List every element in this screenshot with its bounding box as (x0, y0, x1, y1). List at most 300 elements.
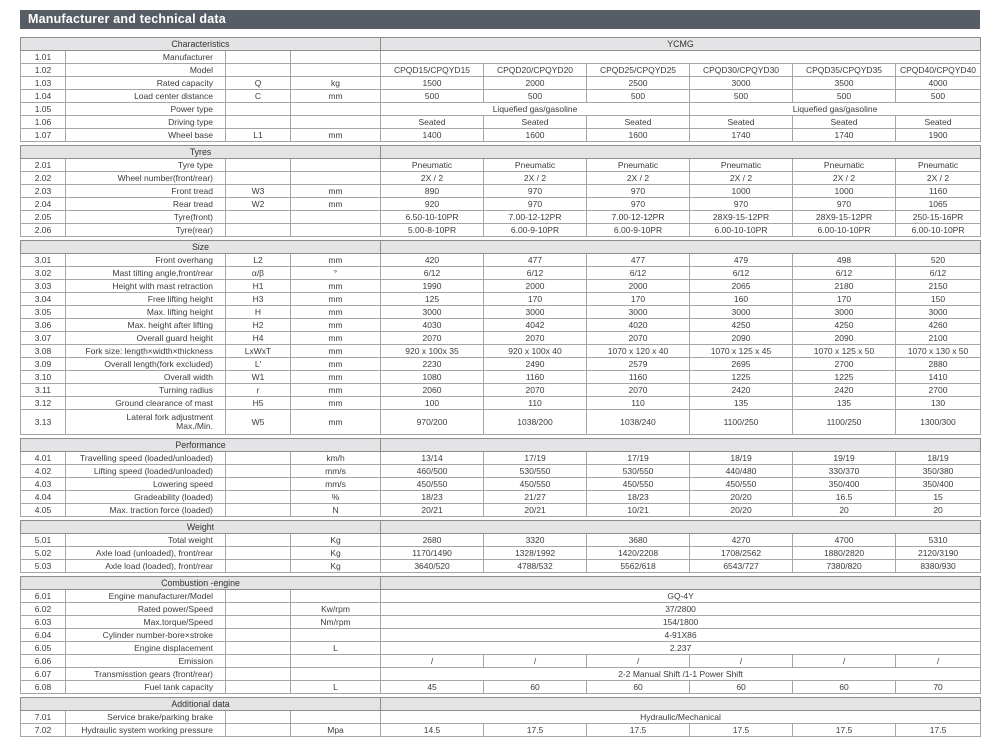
table-row (21, 668, 981, 681)
cell-value: 2X / 2 (690, 172, 793, 185)
cell-value: 2X / 2 (896, 172, 981, 185)
cell-value: / (484, 655, 587, 668)
cell-value: 920 (381, 198, 484, 211)
table-row (21, 711, 981, 724)
row-num: 2.06 (21, 224, 66, 237)
cell-value: 479 (690, 254, 793, 267)
row-unit (291, 64, 381, 77)
row-symbol (226, 655, 291, 668)
row-symbol (226, 64, 291, 77)
row-label: Max. traction force (loaded) (66, 504, 226, 517)
row-num: 3.01 (21, 254, 66, 267)
table-row (21, 116, 981, 129)
cell-value: 350/380 (896, 465, 981, 478)
row-symbol (226, 51, 291, 64)
row-unit (291, 116, 381, 129)
section-brand: YCMG (381, 38, 981, 51)
cell-value: 1070 x 125 x 50 (793, 345, 896, 358)
row-label: Height with mast retraction (66, 280, 226, 293)
cell-value: 1038/200 (484, 410, 587, 435)
row-unit: L (291, 681, 381, 694)
cell-value: 500 (381, 90, 484, 103)
row-label: Gradeability (loaded) (66, 491, 226, 504)
cell-value: 17.5 (587, 724, 690, 737)
cell-value: 2680 (381, 534, 484, 547)
table-row (21, 358, 981, 371)
cell-value: 15 (896, 491, 981, 504)
row-unit: mm/s (291, 465, 381, 478)
row-num: 4.05 (21, 504, 66, 517)
row-unit: mm (291, 332, 381, 345)
row-symbol (226, 478, 291, 491)
cell-value: / (896, 655, 981, 668)
row-symbol: LxWxT (226, 345, 291, 358)
cell-value: 2090 (690, 332, 793, 345)
cell-value: 1600 (484, 129, 587, 142)
row-num: 6.04 (21, 629, 66, 642)
section-table-engine (20, 576, 981, 694)
cell-value: 1708/2562 (690, 547, 793, 560)
cell-value: 970 (587, 185, 690, 198)
cell-value: 440/480 (690, 465, 793, 478)
row-unit: N (291, 504, 381, 517)
page-title: Manufacturer and technical data (28, 12, 226, 26)
cell-value: 6/12 (896, 267, 981, 280)
cell-value: 6.00-10-10PR (690, 224, 793, 237)
section-band (21, 146, 981, 159)
cell-value: 450/550 (690, 478, 793, 491)
cell-value: 19/19 (793, 452, 896, 465)
cell-value: 2500 (587, 77, 690, 90)
cell-value: 2065 (690, 280, 793, 293)
row-symbol (226, 504, 291, 517)
row-unit: mm (291, 293, 381, 306)
row-label: Front overhang (66, 254, 226, 267)
cell-value: 3000 (896, 306, 981, 319)
row-num: 6.02 (21, 603, 66, 616)
row-num: 3.08 (21, 345, 66, 358)
row-symbol: W3 (226, 185, 291, 198)
cell-value: 500 (896, 90, 981, 103)
cell-value: 530/550 (587, 465, 690, 478)
table-row (21, 172, 981, 185)
cell-value: Pneumatic (690, 159, 793, 172)
cell-value: 2420 (690, 384, 793, 397)
cell-value: 3320 (484, 534, 587, 547)
row-label: Tyre(front) (66, 211, 226, 224)
cell-value: 4250 (690, 319, 793, 332)
cell-value: 6.00-10-10PR (793, 224, 896, 237)
row-num: 3.06 (21, 319, 66, 332)
table-row (21, 332, 981, 345)
cell-value: 350/400 (793, 478, 896, 491)
row-unit: mm (291, 384, 381, 397)
cell-value: 2579 (587, 358, 690, 371)
row-num: 1.04 (21, 90, 66, 103)
cell-value: 4788/532 (484, 560, 587, 573)
cell-value: 2150 (896, 280, 981, 293)
cell-value: 6.00-9-10PR (484, 224, 587, 237)
cell-value: 1420/2208 (587, 547, 690, 560)
table-row (21, 280, 981, 293)
cell-value: Pneumatic (587, 159, 690, 172)
table-row (21, 629, 981, 642)
row-label: Rated power/Speed (66, 603, 226, 616)
row-label: Axle load (loaded), front/rear (66, 560, 226, 573)
cell-value: 500 (484, 90, 587, 103)
table-row (21, 504, 981, 517)
row-num: 1.07 (21, 129, 66, 142)
cell-value: 28X9-15-12PR (793, 211, 896, 224)
cell-value: 17.5 (896, 724, 981, 737)
row-label: Overall width (66, 371, 226, 384)
section-brand (381, 698, 981, 711)
table-row (21, 224, 981, 237)
cell-value: 477 (587, 254, 690, 267)
cell-value: 10/21 (587, 504, 690, 517)
row-symbol: W1 (226, 371, 291, 384)
section-table-tyres (20, 145, 981, 237)
table-row (21, 534, 981, 547)
cell-value: 920 x 100x 40 (484, 345, 587, 358)
row-symbol (226, 491, 291, 504)
cell-value: 1080 (381, 371, 484, 384)
row-unit: L (291, 642, 381, 655)
row-unit (291, 172, 381, 185)
table-row (21, 77, 981, 90)
row-unit: mm (291, 319, 381, 332)
row-num: 2.05 (21, 211, 66, 224)
row-num: 3.02 (21, 267, 66, 280)
row-symbol (226, 724, 291, 737)
table-row (21, 159, 981, 172)
table-row (21, 642, 981, 655)
cell-value: 6/12 (690, 267, 793, 280)
section-table-performance (20, 438, 981, 517)
row-symbol (226, 159, 291, 172)
cell-value: 1170/1490 (381, 547, 484, 560)
cell-value: 20/20 (690, 491, 793, 504)
cell-value: 2070 (484, 384, 587, 397)
cell-value: 110 (587, 397, 690, 410)
section-band (21, 241, 981, 254)
row-label: Turning radius (66, 384, 226, 397)
section-brand (381, 146, 981, 159)
section-brand (381, 439, 981, 452)
cell-value: 154/1800 (381, 616, 981, 629)
cell-value: 135 (690, 397, 793, 410)
row-num: 7.01 (21, 711, 66, 724)
row-unit (291, 224, 381, 237)
row-unit: mm (291, 254, 381, 267)
cell-value: 3500 (793, 77, 896, 90)
cell-value: 20/21 (484, 504, 587, 517)
cell-value: 170 (793, 293, 896, 306)
table-row (21, 129, 981, 142)
row-num: 6.05 (21, 642, 66, 655)
row-unit: mm (291, 358, 381, 371)
row-label: Engine displacement (66, 642, 226, 655)
row-label: Overall guard height (66, 332, 226, 345)
cell-value: 17/19 (587, 452, 690, 465)
cell-value: 460/500 (381, 465, 484, 478)
table-row (21, 254, 981, 267)
table-row (21, 560, 981, 573)
section-band (21, 521, 981, 534)
row-label: Rear tread (66, 198, 226, 211)
cell-value: 18/23 (381, 491, 484, 504)
row-label: Wheel base (66, 129, 226, 142)
row-num: 2.04 (21, 198, 66, 211)
cell-value: CPQD30/CPQYD30 (690, 64, 793, 77)
row-symbol: L1 (226, 129, 291, 142)
cell-value: Seated (587, 116, 690, 129)
row-label: Fork size: length×width×thickness (66, 345, 226, 358)
cell-value: Seated (484, 116, 587, 129)
cell-value: 4-91X86 (381, 629, 981, 642)
row-num: 2.02 (21, 172, 66, 185)
table-row (21, 655, 981, 668)
cell-value: CPQD15/CPQYD15 (381, 64, 484, 77)
cell-value: 2070 (587, 332, 690, 345)
table-row (21, 103, 981, 116)
row-symbol (226, 590, 291, 603)
title-bar (20, 10, 980, 29)
cell-value: 6.50-10-10PR (381, 211, 484, 224)
row-unit (291, 655, 381, 668)
cell-value: 4000 (896, 77, 981, 90)
row-num: 3.13 (21, 410, 66, 435)
row-unit: mm (291, 397, 381, 410)
cell-value: 500 (690, 90, 793, 103)
section-name: Additional data (21, 698, 381, 711)
table-row (21, 198, 981, 211)
row-label: Emission (66, 655, 226, 668)
section-brand (381, 521, 981, 534)
row-label: Axle load (unloaded), front/rear (66, 547, 226, 560)
cell-value: 3640/520 (381, 560, 484, 573)
row-unit: km/h (291, 452, 381, 465)
row-symbol: H2 (226, 319, 291, 332)
cell-value: 4042 (484, 319, 587, 332)
row-num: 6.06 (21, 655, 66, 668)
row-num: 5.01 (21, 534, 66, 547)
row-unit: Kw/rpm (291, 603, 381, 616)
row-num: 3.09 (21, 358, 66, 371)
table-row (21, 384, 981, 397)
row-label: Max. lifting height (66, 306, 226, 319)
cell-value: 6/12 (381, 267, 484, 280)
row-label: Service brake/parking brake (66, 711, 226, 724)
cell-value: 3680 (587, 534, 690, 547)
row-num: 2.01 (21, 159, 66, 172)
row-unit (291, 590, 381, 603)
row-num: 1.03 (21, 77, 66, 90)
row-label: Free lifting height (66, 293, 226, 306)
row-symbol (226, 711, 291, 724)
row-label: Travelling speed (loaded/unloaded) (66, 452, 226, 465)
row-label: Ground clearance of mast (66, 397, 226, 410)
cell-value: 500 (793, 90, 896, 103)
cell-value: 135 (793, 397, 896, 410)
cell-value: 2.237 (381, 642, 981, 655)
cell-value: 2700 (896, 384, 981, 397)
row-unit: mm (291, 345, 381, 358)
row-symbol (226, 534, 291, 547)
cell-value: 970 (690, 198, 793, 211)
cell-value: 1070 x 125 x 45 (690, 345, 793, 358)
cell-value: / (690, 655, 793, 668)
row-unit: mm/s (291, 478, 381, 491)
row-num: 6.08 (21, 681, 66, 694)
cell-value: 1225 (793, 371, 896, 384)
row-unit (291, 629, 381, 642)
cell-value: 1990 (381, 280, 484, 293)
cell-value: 2070 (484, 332, 587, 345)
cell-value: 2230 (381, 358, 484, 371)
cell-value: 3000 (690, 77, 793, 90)
table-row (21, 371, 981, 384)
table-row (21, 616, 981, 629)
table-row (21, 293, 981, 306)
cell-value: 530/550 (484, 465, 587, 478)
cell-value: 20/20 (690, 504, 793, 517)
section-band (21, 439, 981, 452)
table-row (21, 185, 981, 198)
table-row (21, 478, 981, 491)
table-row (21, 211, 981, 224)
table-row (21, 465, 981, 478)
row-symbol (226, 560, 291, 573)
row-label: Wheel number(front/rear) (66, 172, 226, 185)
row-symbol (226, 211, 291, 224)
row-unit: mm (291, 306, 381, 319)
cell-value: 420 (381, 254, 484, 267)
row-label: Driving type (66, 116, 226, 129)
row-symbol (226, 116, 291, 129)
row-symbol (226, 642, 291, 655)
row-symbol: α/β (226, 267, 291, 280)
cell-value: 1225 (690, 371, 793, 384)
cell-value: 3000 (587, 306, 690, 319)
cell-value: 498 (793, 254, 896, 267)
cell-value: 4020 (587, 319, 690, 332)
section-name: Performance (21, 439, 381, 452)
cell-value: 18/23 (587, 491, 690, 504)
cell-value: 2420 (793, 384, 896, 397)
row-symbol: Q (226, 77, 291, 90)
row-symbol (226, 224, 291, 237)
cell-value: 20 (896, 504, 981, 517)
row-unit: Kg (291, 560, 381, 573)
cell-value: 70 (896, 681, 981, 694)
row-label: Lowering speed (66, 478, 226, 491)
row-unit: Mpa (291, 724, 381, 737)
row-unit: Kg (291, 547, 381, 560)
cell-value: CPQD20/CPQYD20 (484, 64, 587, 77)
cell-value: 60 (484, 681, 587, 694)
table-row (21, 267, 981, 280)
cell-value: 970 (793, 198, 896, 211)
cell-value: 2060 (381, 384, 484, 397)
cell-value: 7380/820 (793, 560, 896, 573)
cell-value: 60 (690, 681, 793, 694)
cell-value: 1100/250 (690, 410, 793, 435)
row-num: 6.03 (21, 616, 66, 629)
cell-value: 1600 (587, 129, 690, 142)
table-row (21, 51, 981, 64)
cell-value: 3000 (793, 306, 896, 319)
cell-value: 7.00-12-12PR (587, 211, 690, 224)
cell-value: 5310 (896, 534, 981, 547)
row-unit: % (291, 491, 381, 504)
cell-value: 450/550 (381, 478, 484, 491)
cell-value: 3000 (381, 306, 484, 319)
row-symbol (226, 452, 291, 465)
cell-value: 450/550 (484, 478, 587, 491)
row-symbol (226, 668, 291, 681)
row-unit: mm (291, 129, 381, 142)
cell-value: 920 x 100x 35 (381, 345, 484, 358)
cell-value: 2880 (896, 358, 981, 371)
cell-value: 477 (484, 254, 587, 267)
row-unit (291, 668, 381, 681)
row-label: Tyre(rear) (66, 224, 226, 237)
table-row (21, 452, 981, 465)
cell-value: Seated (793, 116, 896, 129)
row-label: Tyre type (66, 159, 226, 172)
section-band (21, 38, 981, 51)
row-unit: mm (291, 90, 381, 103)
row-label: Engine manufacturer/Model (66, 590, 226, 603)
cell-value: Seated (896, 116, 981, 129)
row-num: 3.05 (21, 306, 66, 319)
row-label: Overall length(fork excluded) (66, 358, 226, 371)
row-num: 3.04 (21, 293, 66, 306)
row-label: Max. height after lifting (66, 319, 226, 332)
cell-value: 37/2800 (381, 603, 981, 616)
row-num: 3.11 (21, 384, 66, 397)
row-label: Transmisstion gears (front/rear) (66, 668, 226, 681)
row-label: Front tread (66, 185, 226, 198)
cell-value: 1000 (690, 185, 793, 198)
cell-value: 890 (381, 185, 484, 198)
row-label: Model (66, 64, 226, 77)
cell-value: 2180 (793, 280, 896, 293)
cell-value: 5562/618 (587, 560, 690, 573)
row-num: 3.10 (21, 371, 66, 384)
row-unit: mm (291, 280, 381, 293)
row-label: Hydraulic system working pressure (66, 724, 226, 737)
cell-value: 500 (587, 90, 690, 103)
row-num: 1.06 (21, 116, 66, 129)
row-label: Lateral fork adjustment Max./Min. (66, 410, 226, 435)
row-label: Total weight (66, 534, 226, 547)
cell-value: 2070 (587, 384, 690, 397)
cell-value: 110 (484, 397, 587, 410)
cell-value: CPQD35/CPQYD35 (793, 64, 896, 77)
cell-value: Seated (381, 116, 484, 129)
cell-value: / (381, 655, 484, 668)
row-unit: mm (291, 410, 381, 435)
section-brand (381, 577, 981, 590)
section-name: Combustion -engine (21, 577, 381, 590)
cell-value: Hydraulic/Mechanical (381, 711, 981, 724)
section-name: Tyres (21, 146, 381, 159)
row-label: Max.torque/Speed (66, 616, 226, 629)
row-symbol (226, 103, 291, 116)
row-unit: Nm/rpm (291, 616, 381, 629)
